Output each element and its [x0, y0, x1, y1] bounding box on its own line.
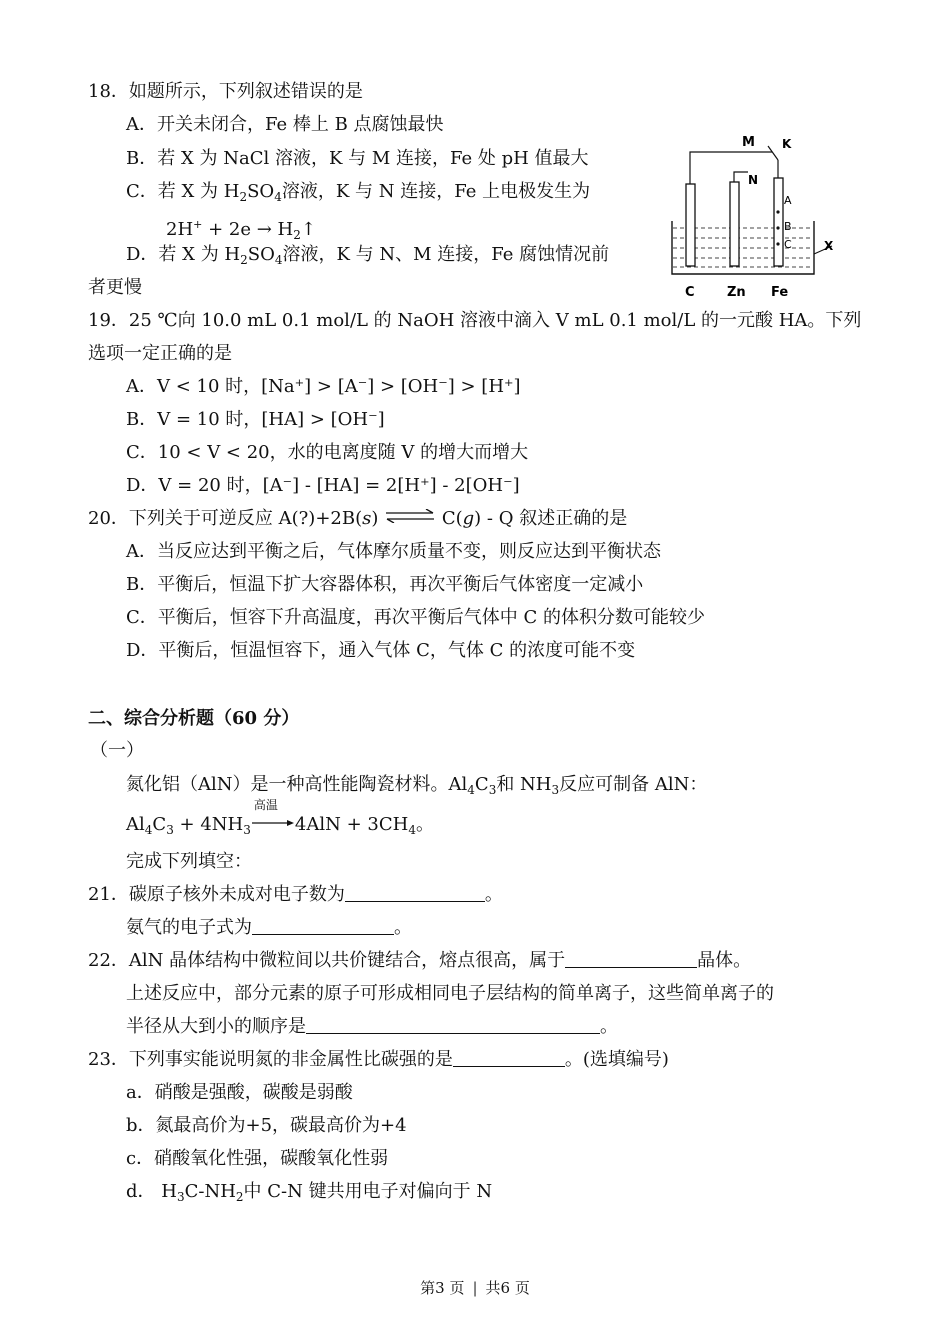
q20-option-d: D．平衡后，恒温恒容下，通入气体 C，气体 C 的浓度可能不变	[126, 640, 636, 661]
q22-line3: 半径从大到小的顺序是 。	[126, 1016, 618, 1037]
q22-line2: 上述反应中，部分元素的原子可形成相同电子层结构的简单离子，这些简单离子的	[126, 983, 774, 1004]
footer-separator: |	[472, 1279, 478, 1297]
q22-blank-1[interactable]	[565, 949, 697, 968]
label-k: K	[782, 137, 792, 151]
q20-stem: 20．下列关于可逆反应 A(?)+2B(s) C(g) - Q 叙述正确的是	[88, 508, 628, 529]
q18-option-b: B．若 X 为 NaCl 溶液，K 与 M 连接，Fe 处 pH 值最大	[126, 148, 589, 169]
electrode-zn-rod	[730, 182, 739, 266]
electrode-fe-rod	[774, 178, 783, 266]
q23-option-c: c．硝酸氧化性强，碳酸氧化性弱	[126, 1148, 389, 1169]
q19-stem-line2: 选项一定正确的是	[88, 343, 232, 364]
q23-blank[interactable]	[453, 1048, 565, 1067]
q21-line1: 21．碳原子核外未成对电子数为 。	[88, 884, 503, 905]
q18-option-c: C．若 X 为 $H_2SO_4$溶液，K 与 N 连接，Fe 上电极发生为	[126, 181, 591, 204]
q21-line2: 氨气的电子式为 。	[126, 917, 412, 938]
wire-n	[734, 172, 748, 182]
q22-blank-2[interactable]	[306, 1015, 600, 1034]
wire-m	[690, 152, 772, 184]
q21-blank-1[interactable]	[345, 883, 485, 902]
q18-option-c-equation: $2H^+ + 2e \to H_2↑$	[166, 218, 316, 242]
q20-option-b: B．平衡后，恒温下扩大容器体积，再次平衡后气体密度一定减小	[126, 574, 644, 595]
q19-stem-line1: 19．25 ℃向 10.0 mL 0.1 mol/L 的 NaOH 溶液中滴入 V mL 0.1 mol/L 的一元酸 HA。下列	[88, 310, 862, 331]
q18-option-d: D．若 X 为 $H_2SO_4$溶液，K 与 N、M 连接，Fe 腐蚀情况前	[126, 244, 610, 267]
page-number: 第3 页	[420, 1279, 465, 1297]
reaction-equation: $Al_4C_3 + 4NH_3$ 高温 $4AlN + 3CH_4$。	[126, 798, 434, 837]
reaction-condition: 高温	[253, 798, 278, 812]
section-intro: 氮化铝（AlN）是一种高性能陶瓷材料。$Al_4C_3$和 $NH_3$反应可制备 AlN：	[126, 774, 708, 797]
q18-option-a: A．开关未闭合，Fe 棒上 B 点腐蚀最快	[126, 114, 444, 135]
label-a: A	[784, 194, 792, 207]
label-m: M	[742, 135, 755, 150]
electrode-zn-label: Zn	[727, 285, 746, 300]
q23-option-d: d． $H_3C-NH_2$中 C-N 键共用电子对偏向于 N	[126, 1181, 493, 1204]
q21-blank-2[interactable]	[252, 916, 394, 935]
section-subtitle: （一）	[90, 740, 144, 761]
q18-stem: 18．如题所示，下列叙述错误的是	[88, 81, 363, 102]
q23-stem: 23．下列事实能说明氮的非金属性比碳强的是 。(选填编号)	[88, 1049, 669, 1070]
electrode-c-label: C	[685, 285, 695, 300]
q18-option-d-cont: 者更慢	[88, 277, 142, 298]
q19-option-b: B．V = 10 时，[HA] > [OH⁻]	[126, 409, 385, 430]
section-title: 二、综合分析题（60 分）	[88, 708, 300, 729]
electrolysis-diagram	[664, 126, 854, 304]
q23-option-a: a．硝酸是强酸，碳酸是弱酸	[126, 1082, 353, 1103]
label-c-point: C	[784, 238, 792, 251]
q19-option-c: C．10 < V < 20，水的电离度随 V 的增大而增大	[126, 442, 529, 463]
label-x: X	[824, 239, 834, 253]
fill-instruction: 完成下列填空：	[126, 851, 252, 872]
q22-line1: 22．AlN 晶体结构中微粒间以共价键结合，熔点很高，属于 晶体。	[88, 950, 752, 971]
equilibrium-arrow-icon	[384, 509, 436, 523]
q19-option-a: A．V < 10 时，[Na⁺] > [A⁻] > [OH⁻] > [H⁺]	[126, 376, 521, 397]
electrode-c-rod	[686, 184, 695, 266]
label-b: B	[784, 220, 792, 233]
q20-option-a: A．当反应达到平衡之后，气体摩尔质量不变，则反应达到平衡状态	[126, 541, 661, 562]
switch-k-arm	[768, 146, 778, 160]
reaction-arrow	[251, 798, 295, 832]
q19-option-d: D．V = 20 时，[A⁻] - [HA] = 2[H⁺] - 2[OH⁻]	[126, 475, 520, 496]
page-footer	[0, 1278, 950, 1298]
label-n: N	[748, 173, 759, 187]
electrode-fe-label: Fe	[771, 285, 789, 300]
arrow-right-icon	[251, 818, 295, 828]
q20-option-c: C．平衡后，恒容下升高温度，再次平衡后气体中 C 的体积分数可能较少	[126, 607, 705, 628]
page-total: 共6 页	[485, 1279, 530, 1297]
q23-option-b: b．氮最高价为+5，碳最高价为+4	[126, 1115, 407, 1136]
